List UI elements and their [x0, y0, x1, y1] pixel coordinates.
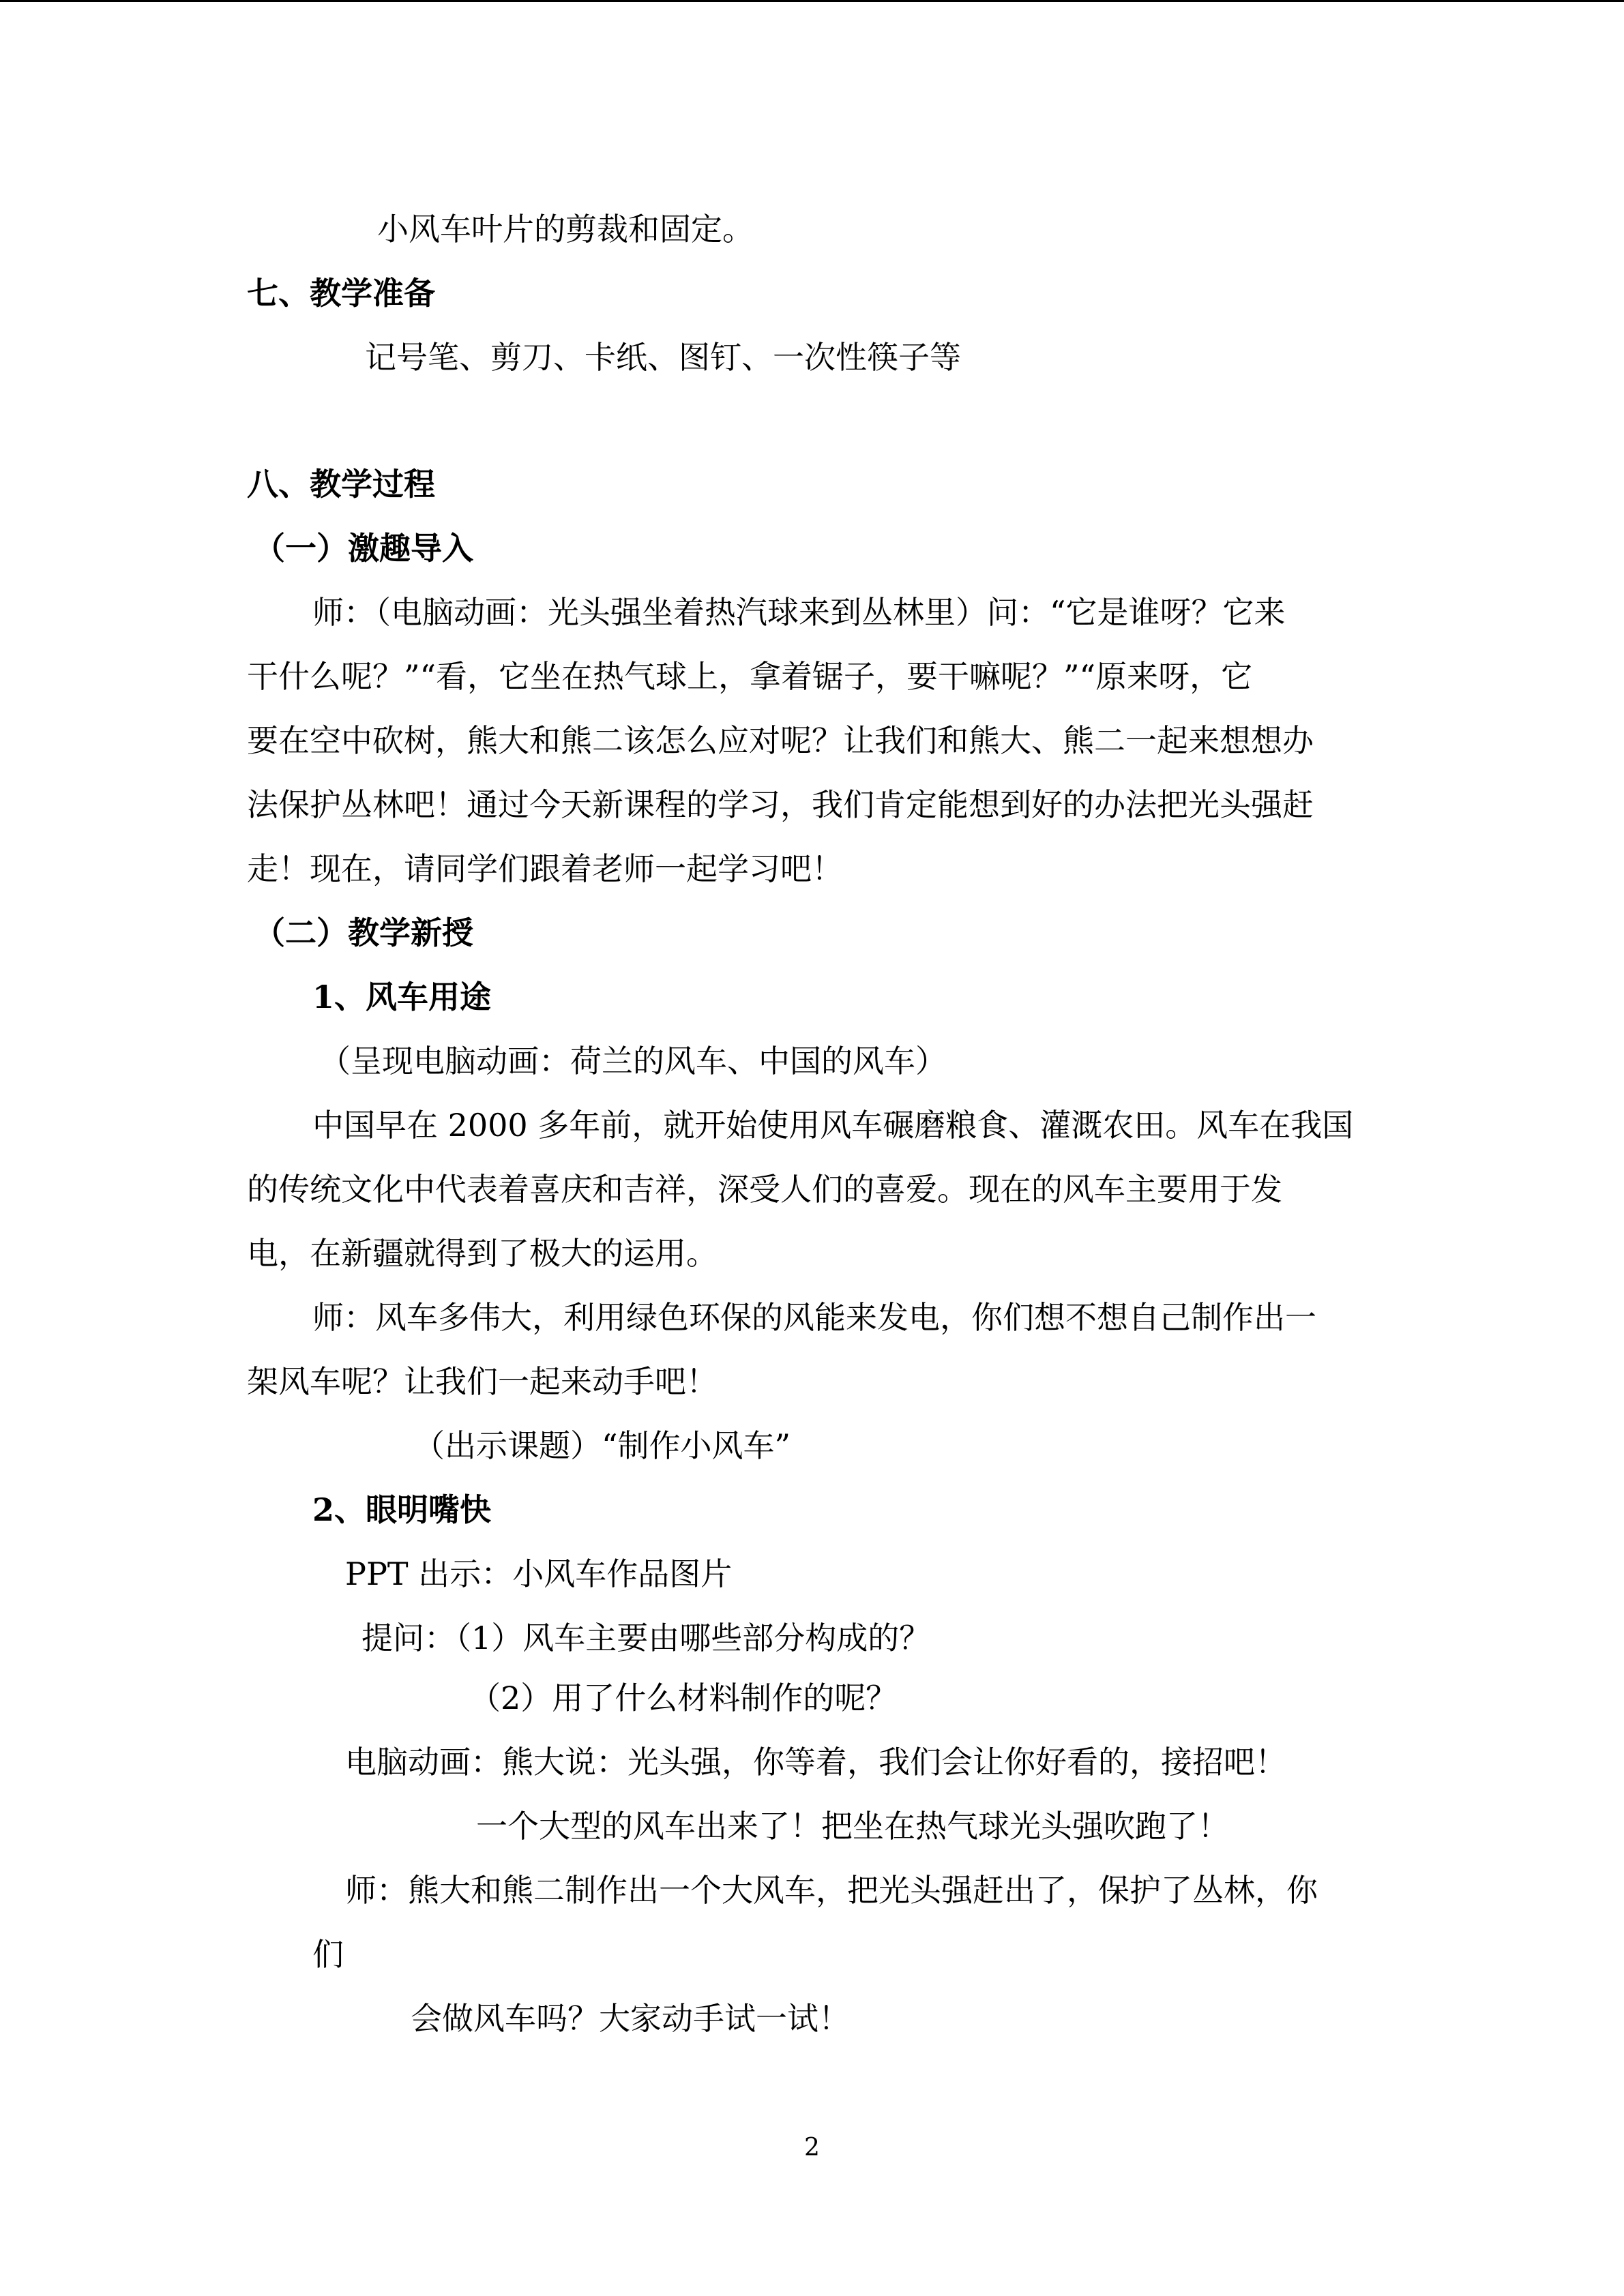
section-heading: 八、教学过程 [247, 466, 435, 503]
text-line: 干什么呢？”“看，它坐在热气球上，拿着锯子，要干嘛呢？”“原来呀，它 [247, 658, 1253, 695]
item-heading: 1、风车用途 [312, 979, 492, 1015]
text-line: 师：风车多伟大，利用绿色环保的风能来发电，你们想不想自己制作出一 [312, 1299, 1316, 1336]
text-line: 电，在新疆就得到了极大的运用。 [247, 1235, 718, 1272]
text-line: （呈现电脑动画：荷兰的风车、中国的风车） [319, 1043, 947, 1079]
text-line: 走！现在，请同学们跟着老师一起学习吧！ [247, 850, 843, 887]
text-line: 电脑动画：熊大说：光头强，你等着，我们会让你好看的，接招吧！ [345, 1744, 1286, 1780]
text-line: 法保护丛林吧！通过今天新课程的学习，我们肯定能想到好的办法把光头强赶 [247, 786, 1314, 823]
section-heading: 七、教学准备 [247, 275, 435, 312]
text-line: 的传统文化中代表着喜庆和吉祥，深受人们的喜爱。现在的风车主要用于发 [247, 1171, 1282, 1208]
top-rule [0, 0, 1624, 2]
text-line: 中国早在 2000 多年前，就开始使用风车碾磨粮食、灌溉农田。风车在我国 [312, 1107, 1354, 1144]
text-line: 提问：（1）风车主要由哪些部分构成的？ [361, 1620, 931, 1656]
text-line: 师：（电脑动画：光头强坐着热汽球来到丛林里）问：“它是谁呀？它来 [312, 594, 1286, 631]
text-line: 会做风车吗？大家动手试一试！ [411, 2000, 850, 2037]
text-line: 一个大型的风车出来了！把坐在热气球光头强吹跑了！ [476, 1808, 1229, 1845]
text-line: PPT 出示：小风车作品图片 [345, 1555, 733, 1592]
subsection-heading: （二）教学新授 [254, 914, 473, 951]
text-line: （出示课题）“制作小风车” [413, 1427, 791, 1464]
text-line: （2）用了什么材料制作的呢？ [469, 1680, 898, 1716]
text-line: 师：熊大和熊二制作出一个大风车，把光头强赶出了，保护了丛林，你 [345, 1872, 1318, 1909]
text-line: 小风车叶片的剪裁和固定。 [377, 211, 754, 248]
text-line: 架风车呢？让我们一起来动手吧！ [247, 1363, 718, 1400]
item-heading: 2、眼明嘴快 [312, 1491, 492, 1528]
page-number: 2 [804, 2134, 820, 2162]
subsection-heading: （一）激趣导入 [254, 530, 473, 567]
text-line: 记号笔、剪刀、卡纸、图钉、一次性筷子等 [365, 339, 961, 376]
text-line: 要在空中砍树，熊大和熊二该怎么应对呢？让我们和熊大、熊二一起来想想办 [247, 722, 1314, 759]
text-line: 们 [312, 1936, 344, 1973]
